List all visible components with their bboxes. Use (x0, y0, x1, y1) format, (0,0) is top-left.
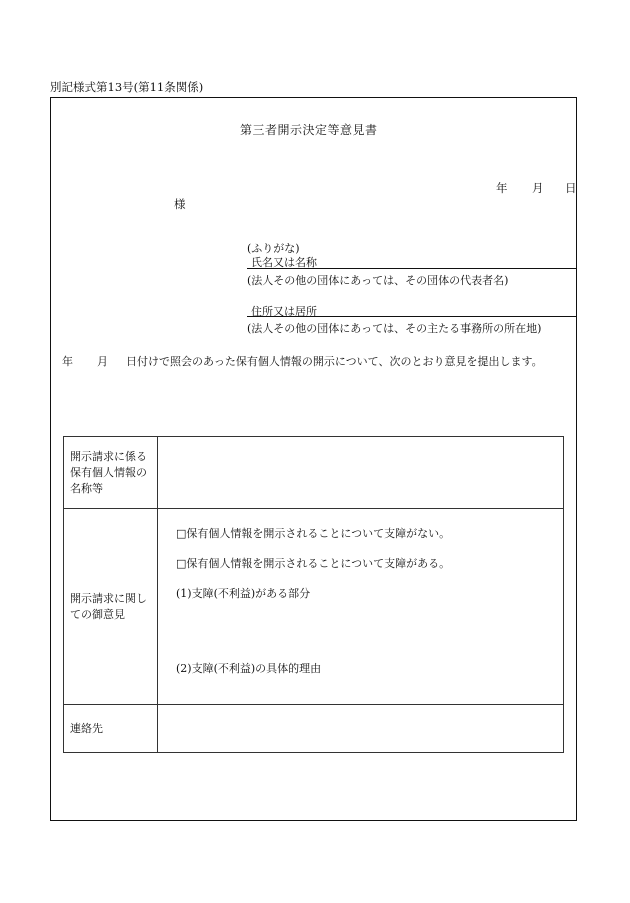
statement-month: 月 (97, 355, 108, 368)
statement-year: 年 (62, 355, 73, 368)
request-info-field[interactable] (158, 437, 564, 509)
table-label-cell (64, 509, 158, 705)
name-label: 氏名又は名称 (251, 256, 317, 269)
date-day: 日 (565, 181, 577, 195)
name-underline (247, 268, 577, 269)
table-row (64, 705, 564, 753)
request-info-label: 開示請求に係る保有個人情報の名称等 (70, 449, 147, 495)
option-no-issue[interactable]: □保有個人情報を開示されることについて支障がない。 (176, 527, 451, 540)
address-underline (247, 316, 577, 317)
opinion-label: 開示請求に関しての御意見 (70, 591, 147, 621)
furigana-label: (ふりがな) (247, 242, 300, 255)
addressee-suffix: 様 (174, 197, 186, 211)
table-row (64, 437, 564, 509)
table-row (64, 509, 564, 705)
address-note: (法人その他の団体にあっては、その主たる事務所の所在地) (247, 322, 542, 335)
table-label-cell (64, 437, 158, 509)
form-reference: 別記様式第13号(第11条関係) (50, 80, 204, 94)
statement-text: 日付けで照会のあった保有個人情報の開示について、次のとおり意見を提出します。 (126, 355, 543, 368)
address-label: 住所又は居所 (251, 305, 317, 318)
issue-part-label: (1)支障(不利益)がある部分 (176, 587, 311, 600)
name-note: (法人その他の団体にあっては、その団体の代表者名) (247, 274, 509, 287)
issue-reason-label: (2)支障(不利益)の具体的理由 (176, 662, 322, 675)
contact-field[interactable] (158, 705, 564, 753)
contact-label: 連絡先 (70, 721, 103, 735)
table-label-cell (64, 705, 158, 753)
opinion-field[interactable] (158, 509, 564, 705)
opinion-table (63, 436, 564, 753)
date-year: 年 (496, 181, 508, 195)
form-title: 第三者開示決定等意見書 (240, 123, 378, 137)
statement (62, 353, 543, 369)
date-month: 月 (532, 181, 544, 195)
option-has-issue[interactable]: □保有個人情報を開示されることについて支障がある。 (176, 557, 451, 570)
